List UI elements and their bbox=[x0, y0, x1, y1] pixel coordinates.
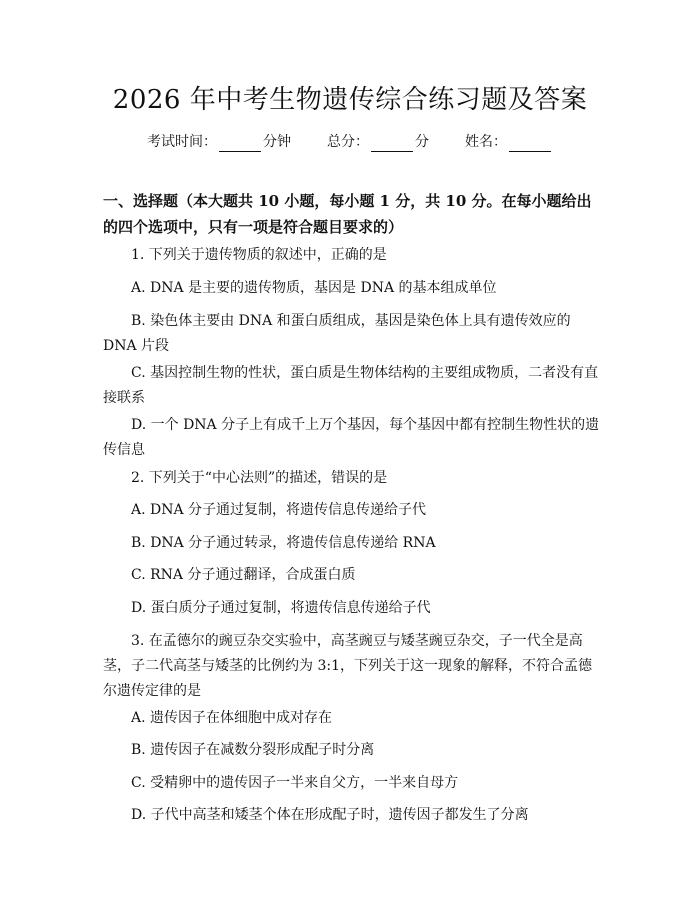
question-1-option-a: A. DNA 是主要的遗传物质，基因是 DNA 的基本组成单位 bbox=[131, 280, 497, 296]
document-title: 2026 年中考生物遗传综合练习题及答案 bbox=[112, 85, 588, 115]
question-2-option-d: D. 蛋白质分子通过复制，将遗传信息传递给子代 bbox=[131, 600, 431, 616]
question-3-option-a: A. 遗传因子在体细胞中成对存在 bbox=[131, 710, 333, 726]
question-3-stem: 3. 在孟德尔的豌豆杂交实验中，高茎豌豆与矮茎豌豆杂交，子一代全是高茎，子二代高茎与矮茎的比例约为 3:1，下列关于这一现象的解释，不符合孟德尔遗传定律的是 bbox=[103, 633, 592, 699]
question-1-stem: 1. 下列关于遗传物质的叙述中，正确的是 bbox=[131, 247, 387, 263]
total-score-blank bbox=[371, 137, 413, 152]
total-score-label: 总分： bbox=[327, 134, 369, 150]
total-score-unit: 分 bbox=[415, 134, 429, 150]
question-1-option-d: D. 一个 DNA 分子上有成千上万个基因，每个基因中都有控制生物性状的遗传信息 bbox=[103, 417, 600, 458]
question-3-option-d: D. 子代中高茎和矮茎个体在形成配子时，遗传因子都发生了分离 bbox=[131, 807, 529, 823]
question-2-option-a: A. DNA 分子通过复制，将遗传信息传递给子代 bbox=[131, 502, 427, 518]
section-heading: 一、选择题（本大题共 10 小题，每小题 1 分，共 10 分。在每小题给出的四个选项中，只有一项是符合题目要求的） bbox=[103, 192, 592, 236]
question-3-option-c: C. 受精卵中的遗传因子一半来自父方，一半来自母方 bbox=[131, 775, 459, 791]
question-1-option-c: C. 基因控制生物的性状，蛋白质是生物体结构的主要组成物质，二者没有直接联系 bbox=[103, 365, 599, 406]
name-label: 姓名： bbox=[465, 134, 507, 150]
name-blank bbox=[509, 137, 551, 152]
question-3-option-b: B. 遗传因子在减数分裂形成配子时分离 bbox=[131, 742, 375, 758]
exam-time-blank bbox=[219, 137, 261, 152]
question-2-option-c: C. RNA 分子通过翻译，合成蛋白质 bbox=[131, 567, 356, 583]
question-1-option-b: B. 染色体主要由 DNA 和蛋白质组成，基因是染色体上具有遗传效应的 DNA 片段 bbox=[103, 313, 571, 354]
name-field bbox=[465, 132, 553, 152]
exam-time-label: 考试时间： bbox=[147, 134, 217, 150]
question-2-stem: 2. 下列关于“中心法则”的描述，错误的是 bbox=[131, 470, 388, 486]
exam-time-field bbox=[147, 132, 291, 152]
question-2-option-b: B. DNA 分子通过转录，将遗传信息传递给 RNA bbox=[131, 535, 436, 551]
exam-meta-line bbox=[0, 132, 700, 152]
exam-time-unit: 分钟 bbox=[263, 134, 291, 150]
total-score-field bbox=[327, 132, 429, 152]
